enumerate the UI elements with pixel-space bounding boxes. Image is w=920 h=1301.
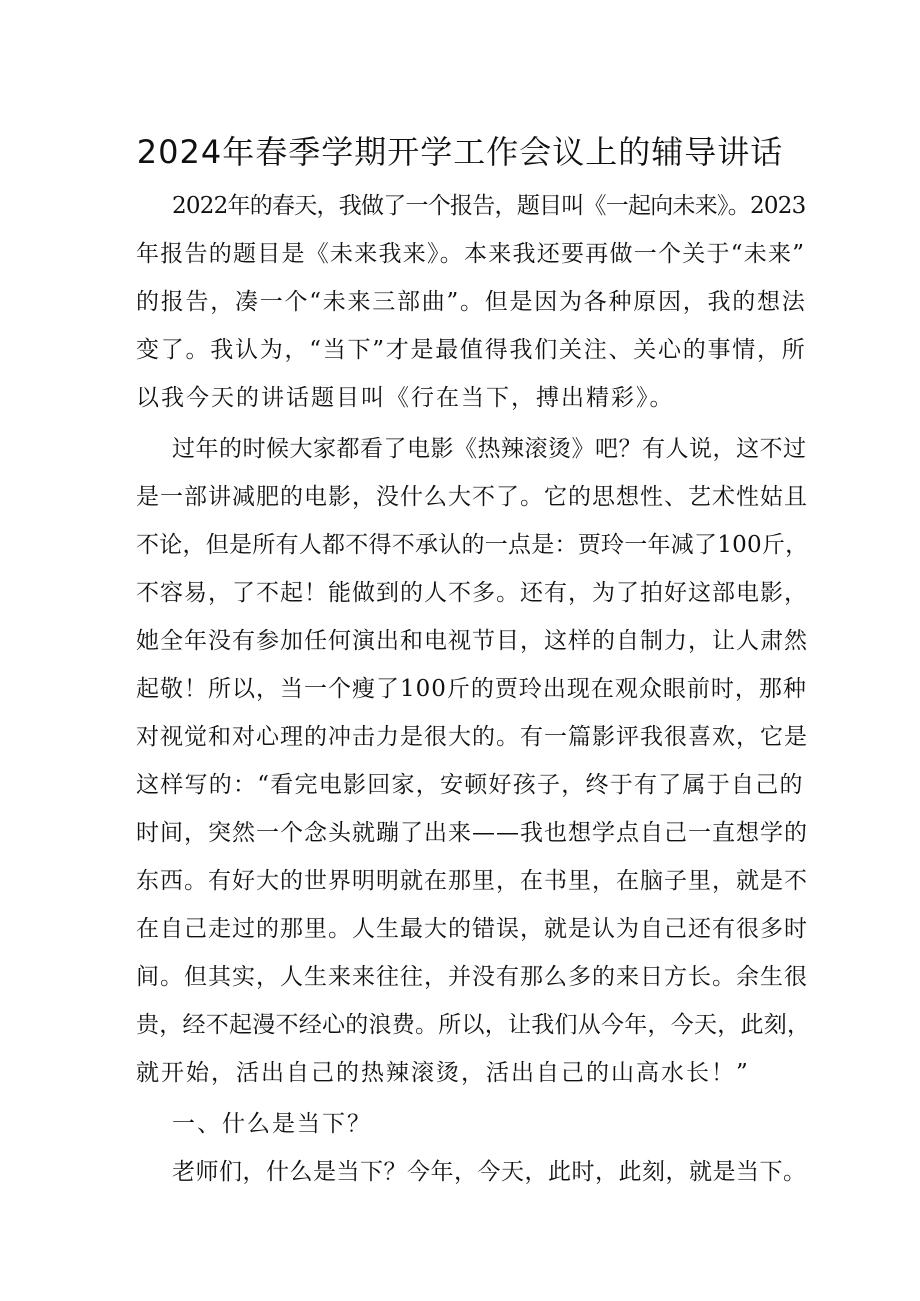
paragraph-1-line-5: 以我今天的讲话题目叫《行在当下，搏出精彩》。 xyxy=(136,385,675,411)
paragraph-1-line-1: 2022年的春天，我做了一个报告，题目叫《一起向未来》。2023 xyxy=(172,193,806,219)
paragraph-2-line-1: 过年的时候大家都看了电影《热辣滚烫》吧？有人说，这不过 xyxy=(172,436,807,462)
paragraph-2-line-2: 是一部讲减肥的电影，没什么大不了。它的思想性、艺术性姑且 xyxy=(136,484,808,510)
paragraph-1-line-3: 的报告，凑一个“未来三部曲”。但是因为各种原因，我的想法 xyxy=(136,289,807,315)
paragraph-2-line-8: 这样写的：“看完电影回家，安顿好孩子，终于有了属于自己的 xyxy=(136,772,804,798)
paragraph-2-line-6: 起敬！所以，当一个瘦了100斤的贾玲出现在观众眼前时，那种 xyxy=(136,676,807,702)
section-heading-1: 一、什么是当下？ xyxy=(172,1111,372,1137)
paragraph-2-line-3: 不论，但是所有人都不得不承认的一点是：贾玲一年减了100斤， xyxy=(136,532,809,558)
paragraph-2-line-14: 就开始，活出自己的热辣滚烫，活出自己的山高水长！” xyxy=(136,1060,750,1086)
paragraph-1-line-2: 年报告的题目是《未来我来》。本来我还要再做一个关于“未来” xyxy=(136,241,806,267)
paragraph-2-line-13: 贵，经不起漫不经心的浪费。所以，让我们从今年，今天，此刻， xyxy=(136,1012,811,1038)
paragraph-2-line-10: 东西。有好大的世界明明就在那里，在书里，在脑子里，就是不 xyxy=(136,868,808,894)
paragraph-2-line-5: 她全年没有参加任何演出和电视节目，这样的自制力，让人肃然 xyxy=(136,628,808,654)
document-title: 2024年春季学期开学工作会议上的辅导讲话 xyxy=(136,133,784,171)
paragraph-4-line-1: 老师们，什么是当下？今年，今天，此时，此刻，就是当下。 xyxy=(172,1159,807,1185)
paragraph-2-line-4: 不容易，了不起！能做到的人不多。还有，为了拍好这部电影， xyxy=(136,580,808,606)
paragraph-2-line-9: 时间，突然一个念头就蹦了出来——我也想学点自己一直想学的 xyxy=(136,820,808,846)
paragraph-2-line-7: 对视觉和对心理的冲击力是很大的。有一篇影评我很喜欢，它是 xyxy=(136,724,808,750)
paragraph-2-line-11: 在自己走过的那里。人生最大的错误，就是认为自己还有很多时 xyxy=(136,916,808,942)
paragraph-2-line-12: 间。但其实，人生来来往往，并没有那么多的来日方长。余生很 xyxy=(136,964,808,990)
paragraph-1-line-4: 变了。我认为，“当下”才是最值得我们关注、关心的事情，所 xyxy=(136,337,807,363)
